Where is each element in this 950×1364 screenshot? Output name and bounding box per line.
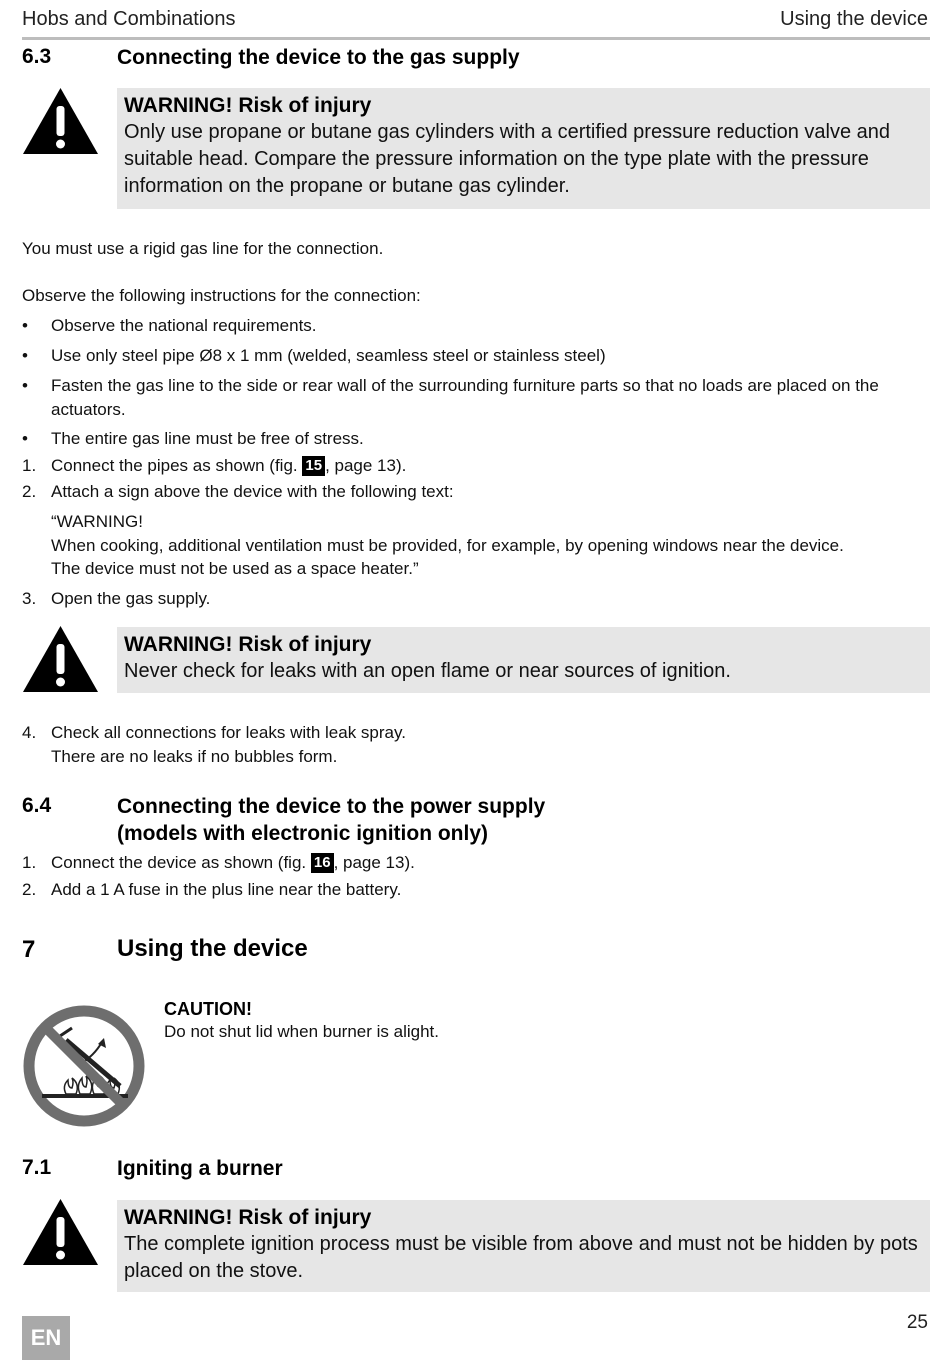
step-text: Connect the device as shown (fig. <box>51 853 311 872</box>
chapter-number-7: 7 <box>22 936 36 963</box>
step-number: 3. <box>22 589 37 608</box>
header-section-title: Using the device <box>780 8 928 30</box>
bullet-text: The entire gas line must be free of stress. <box>51 429 364 448</box>
sign-quote-line: When cooking, additional ventilation must be provided, for example, by opening windows near the device. <box>51 535 844 555</box>
warning-triangle-icon <box>22 87 99 155</box>
sign-quote-line: “WARNING! <box>51 512 143 531</box>
list-item <box>22 374 930 422</box>
step-number: 4. <box>22 723 37 742</box>
section-number-6-3: 6.3 <box>22 45 52 68</box>
step-text-suffix: , page 13). <box>333 853 415 872</box>
step-number: 2. <box>22 482 37 501</box>
step-text: Check all connections for leaks with leak spray. <box>51 723 406 742</box>
warning-text: The complete ignition process must be visible from above and must not be hidden by pots placed on the stove. <box>124 1233 918 1282</box>
step-number: 1. <box>22 853 37 872</box>
caution-title: CAUTION! <box>164 999 252 1019</box>
bullet-mark: • <box>22 316 28 335</box>
step-number: 2. <box>22 880 37 899</box>
caution-text: Do not shut lid when burner is alight. <box>164 1022 439 1041</box>
section-number-7-1: 7.1 <box>22 1156 52 1179</box>
step-text: Connect the pipes as shown (fig. <box>51 456 303 475</box>
figure-reference: 15 <box>302 456 325 476</box>
observe-intro: Observe the following instructions for the connection: <box>22 286 421 305</box>
warning-triangle-icon <box>22 625 99 693</box>
section-number-6-4: 6.4 <box>22 794 52 817</box>
warning-box-leak-check <box>117 627 930 693</box>
page-number: 25 <box>906 1312 928 1333</box>
section-title-7-1: Igniting a burner <box>117 1157 283 1180</box>
bullet-mark: • <box>22 429 28 448</box>
rigid-line-note: You must use a rigid gas line for the connection. <box>22 239 384 258</box>
bullet-mark: • <box>22 346 28 365</box>
warning-text: Only use propane or butane gas cylinders with a certified pressure reduction valve and suitable head. Compare the pressure information on the type plate with the pressure information on the propane or butane gas cylinder. <box>124 121 890 197</box>
warning-title: WARNING! Risk of injury <box>124 94 372 117</box>
warning-title: WARNING! Risk of injury <box>124 633 372 656</box>
warning-box-ignition <box>117 1200 930 1292</box>
bullet-mark: • <box>22 376 28 395</box>
step-text: Open the gas supply. <box>51 589 211 608</box>
warning-title: WARNING! Risk of injury <box>124 1206 372 1229</box>
step-check-leaks <box>22 721 930 769</box>
step-number: 1. <box>22 456 37 475</box>
warning-box-gas-cylinders <box>117 88 930 209</box>
step-text: Attach a sign above the device with the following text: <box>51 482 454 501</box>
chapter-title-7: Using the device <box>117 935 308 962</box>
header-chapter-title: Hobs and Combinations <box>22 8 236 30</box>
warning-text: Never check for leaks with an open flame or near sources of ignition. <box>124 660 731 682</box>
section-title-6-4 <box>117 793 545 847</box>
language-badge: EN <box>22 1316 70 1360</box>
bullet-text: Observe the national requirements. <box>51 316 317 335</box>
step-text-suffix: , page 13). <box>325 456 407 475</box>
no-lid-closing-icon <box>22 1004 146 1128</box>
bullet-text: Use only steel pipe Ø8 x 1 mm (welded, seamless steel or stainless steel) <box>51 346 606 365</box>
warning-triangle-icon <box>22 1198 99 1266</box>
figure-reference: 16 <box>311 853 334 873</box>
section-title-line: (models with electronic ignition only) <box>117 822 489 845</box>
header-divider <box>22 37 930 40</box>
step-text-note: There are no leaks if no bubbles form. <box>51 746 338 766</box>
bullet-text: Fasten the gas line to the side or rear wall of the surrounding furniture parts so that no loads are placed on the actuators. <box>51 376 879 419</box>
section-title-6-3: Connecting the device to the gas supply <box>117 46 520 69</box>
sign-quote-line: The device must not be used as a space heater.” <box>51 559 419 578</box>
step-text: Add a 1 A fuse in the plus line near the battery. <box>51 880 402 899</box>
section-title-line: Connecting the device to the power supply <box>117 795 546 818</box>
